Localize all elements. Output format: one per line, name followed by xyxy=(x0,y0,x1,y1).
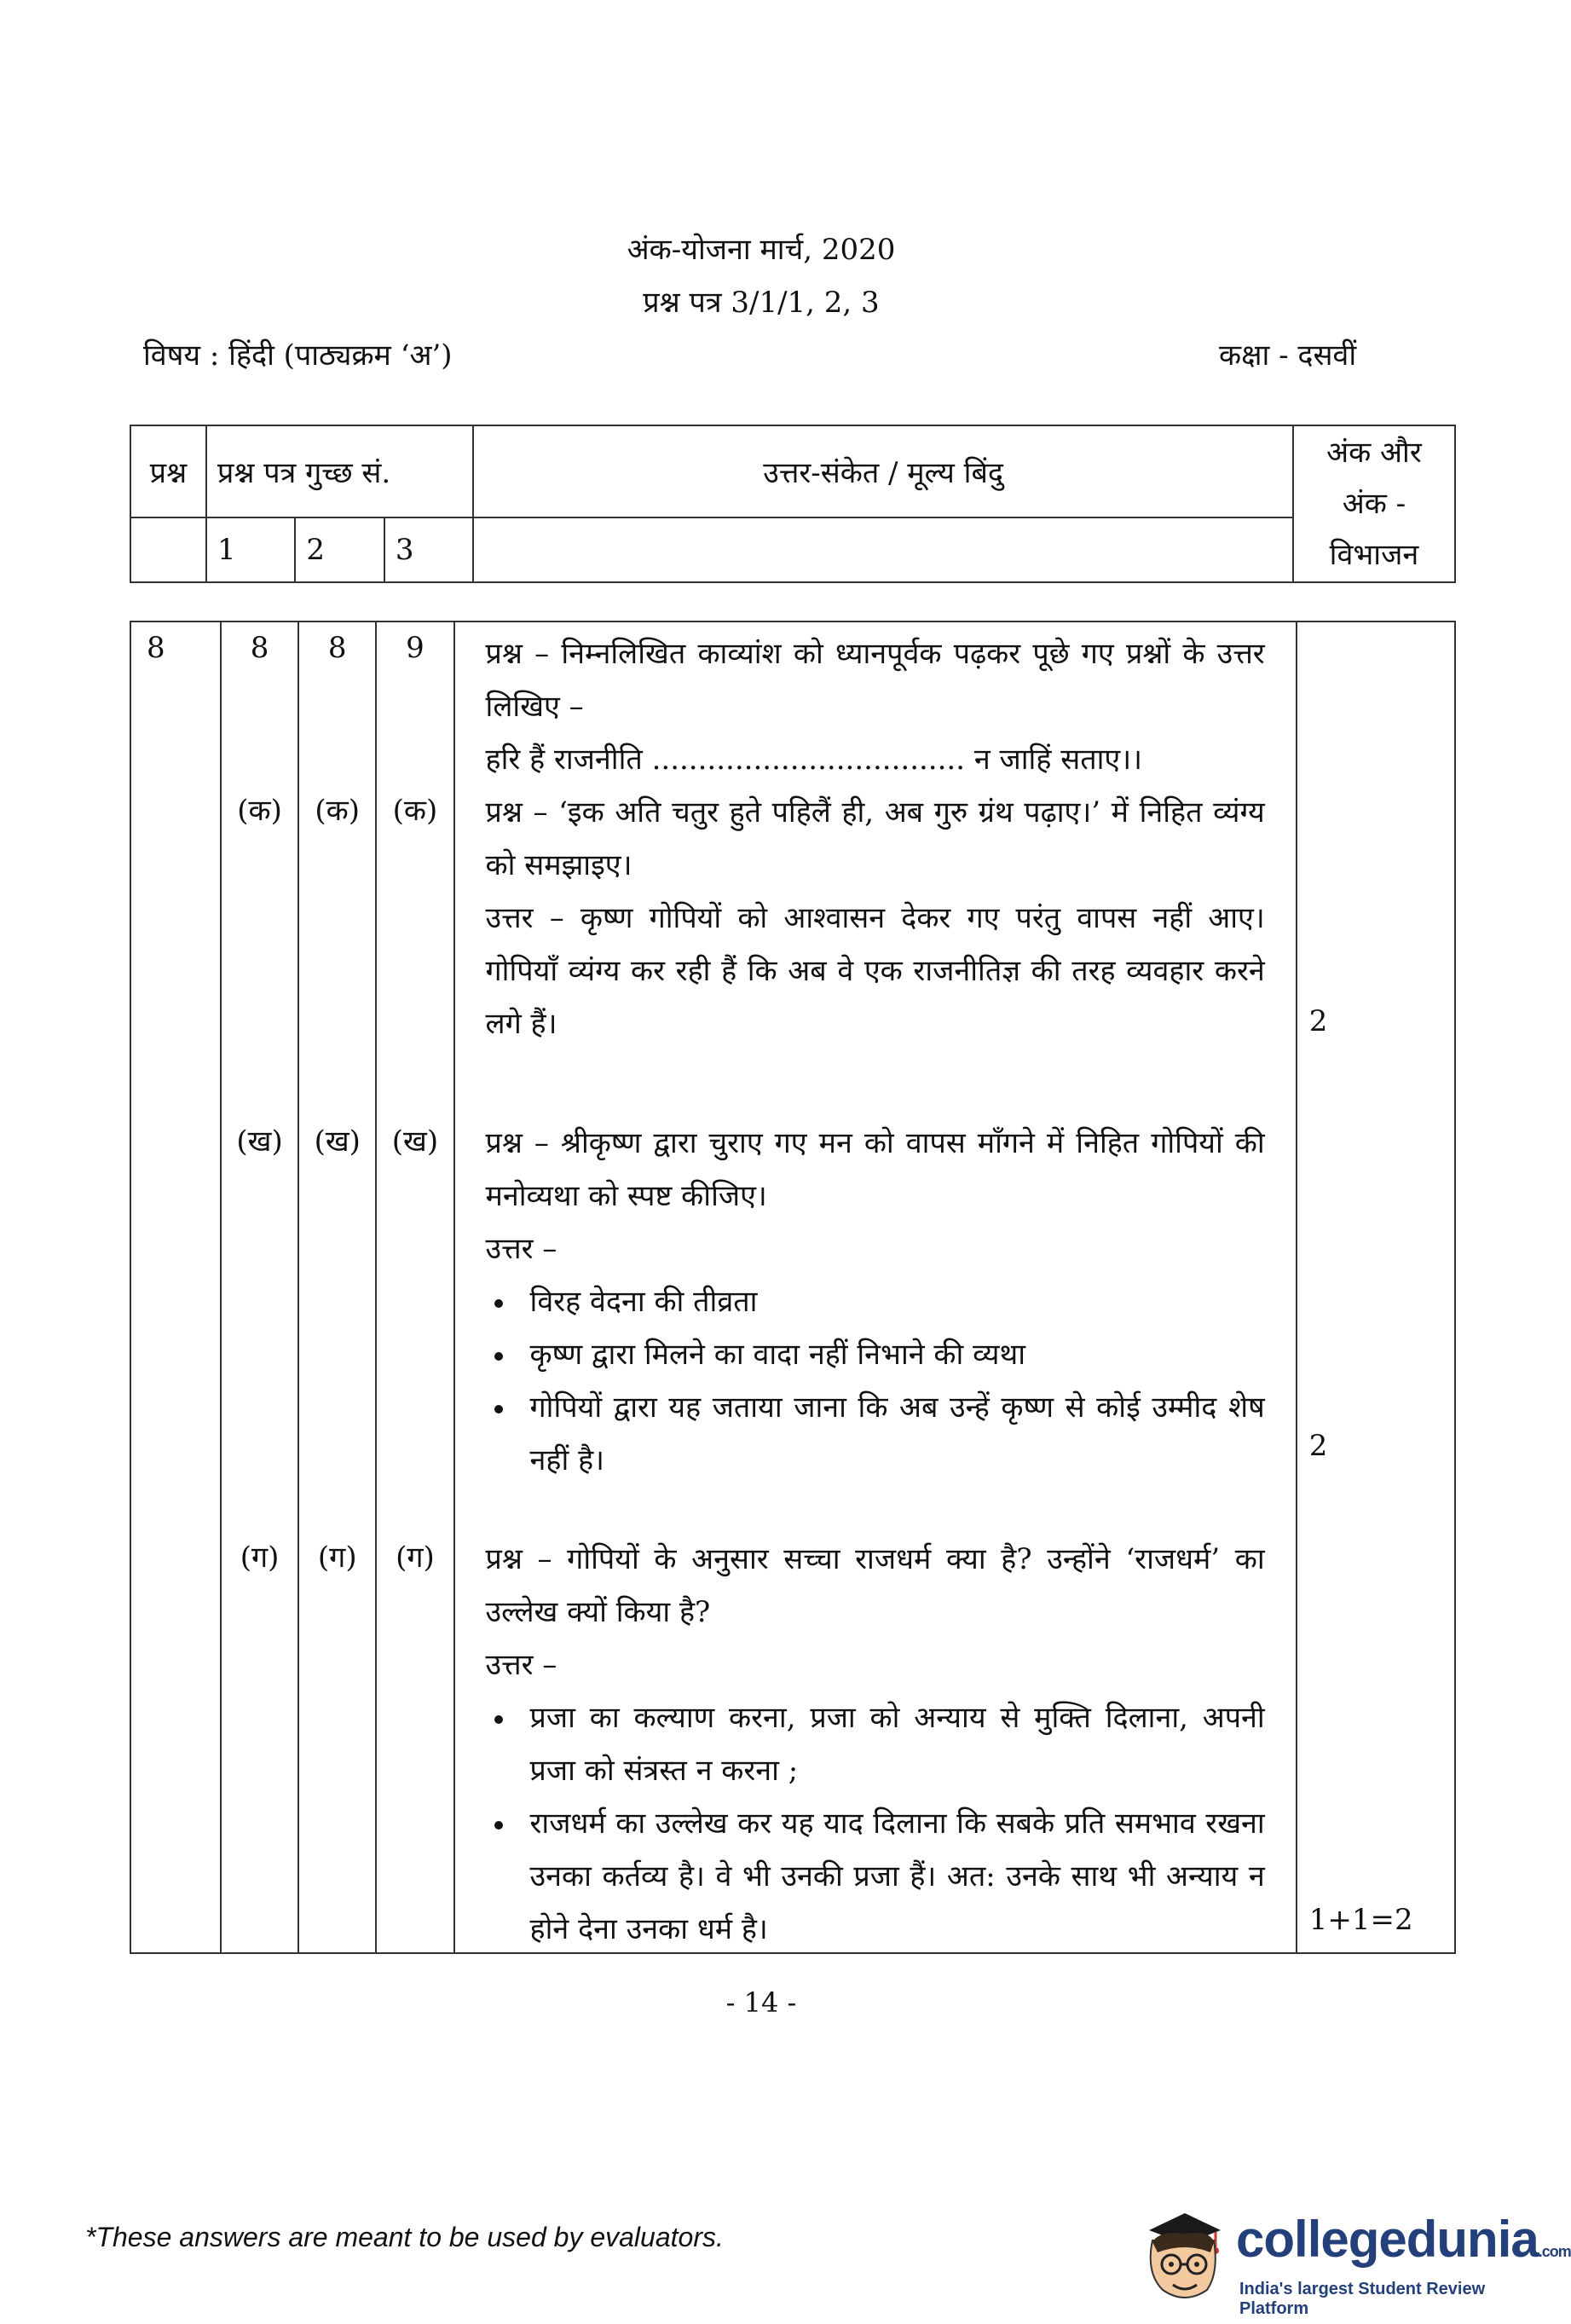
marks-column xyxy=(1297,621,1455,1953)
part-kha-question: प्रश्न – श्रीकृष्ण द्वारा चुराए गए मन को वापस माँगने में निहित गोपियों की मनोव्यथा को स्पष्ट कीजिए। xyxy=(485,1126,1265,1213)
marks-header-line2: अंक - xyxy=(1342,487,1406,521)
header-marks-col xyxy=(1293,425,1455,582)
header-answer-col: उत्तर-संकेत / मूल्य बिंदु xyxy=(473,425,1293,517)
set2-column xyxy=(298,621,376,1953)
brand-suffix: .com xyxy=(1538,2243,1571,2260)
list-item: प्रजा का कल्याण करना, प्रजा को अन्याय से मुक्ति दिलाना, अपनी प्रजा को संत्रस्त न करना ; xyxy=(530,1691,1265,1797)
page-title: अंक-योजना मार्च, 2020 xyxy=(627,233,896,267)
set-2: 2 xyxy=(295,517,384,582)
marks-header-line1: अंक और xyxy=(1326,436,1422,470)
question-number: 8 xyxy=(130,621,221,1953)
answer-column xyxy=(454,621,1297,1953)
part-ka-answer: उत्तर – कृष्ण गोपियों को आश्वासन देकर गए परंतु वापस नहीं आए। गोपियाँ व्यंग्य कर रही हैं कि अब वे एक राजनीतिज्ञ की तरह व्यवहार करने लगे हैं। xyxy=(485,901,1265,1041)
part-ga-question: प्रश्न – गोपियों के अनुसार सच्चा राजधर्म क्या है? उन्होंने ‘राजधर्म’ का उल्लेख क्यों किया है? xyxy=(485,1542,1265,1629)
set-3: 3 xyxy=(384,517,473,582)
brand-tagline: India's largest Student Review Platform xyxy=(1239,2280,1486,2318)
set3-label-kha: (ख) xyxy=(391,1124,439,1159)
part-kha-answer-label: उत्तर – xyxy=(485,1232,557,1266)
set3-label-ka: (क) xyxy=(392,794,438,828)
class-label: कक्षा - दसवीं xyxy=(1219,338,1357,373)
set-1: 1 xyxy=(206,517,295,582)
part-ga-answer-label: उत्तर – xyxy=(485,1648,557,1682)
student-mascot-icon xyxy=(1134,2205,1227,2307)
part-kha-marks: 2 xyxy=(1308,1429,1328,1463)
set1-column xyxy=(221,621,298,1953)
brand-name xyxy=(1236,2210,1571,2269)
set2-qnum: 8 xyxy=(327,631,347,665)
subject-label: विषय : हिंदी (पाठ्यक्रम ‘अ’) xyxy=(143,338,453,373)
evaluator-note: *These answers are meant to be used by evaluators. xyxy=(85,2222,724,2252)
poem-extract: हरि हैं राजनीति .................................. न जाहिं सताए।। xyxy=(485,743,1142,777)
question-intro: प्रश्न – निम्नलिखित काव्यांश को ध्यानपूर्वक पढ़कर पूछे गए प्रश्नों के उत्तर लिखिए – xyxy=(485,637,1265,724)
marks-header-line3: विभाजन xyxy=(1329,538,1419,572)
set1-label-ga: (ग) xyxy=(240,1541,280,1575)
set2-label-ga: (ग) xyxy=(317,1541,357,1575)
brand-text: collegedunia xyxy=(1236,2211,1539,2268)
header-empty-cell xyxy=(473,517,1293,582)
header-empty-cell xyxy=(130,517,206,582)
set1-label-ka: (क) xyxy=(237,794,282,828)
set3-qnum: 9 xyxy=(406,631,425,665)
list-item: गोपियों द्वारा यह जताया जाना कि अब उन्हें कृष्ण से कोई उम्मीद शेष नहीं है। xyxy=(530,1381,1265,1487)
set3-column xyxy=(376,621,453,1953)
set3-label-ga: (ग) xyxy=(396,1541,435,1575)
list-item: कृष्ण द्वारा मिलने का वादा नहीं निभाने की व्यथा xyxy=(530,1328,1265,1381)
answer-table xyxy=(130,621,1456,1954)
set1-qnum: 8 xyxy=(250,631,269,665)
list-item: राजधर्म का उल्लेख कर यह याद दिलाना कि सबके प्रति समभाव रखना उनका कर्तव्य है। वे भी उनकी प्रजा हैं। अत: उनके साथ भी अन्याय न होने देना उनका धर्म है। xyxy=(530,1797,1265,1956)
header-table xyxy=(130,425,1456,583)
set2-label-kha: (ख) xyxy=(314,1124,361,1159)
part-ka-question: प्रश्न – ‘इक अति चतुर हुते पहिलैं ही, अब गुरु ग्रंथ पढ़ाए।’ में निहित व्यंग्य को समझाइए। xyxy=(485,795,1265,882)
part-kha-bullets xyxy=(486,1275,1265,1487)
part-ga-marks: 1+1=2 xyxy=(1308,1903,1413,1937)
set1-label-kha: (ख) xyxy=(236,1124,283,1159)
set2-label-ka: (क) xyxy=(315,794,361,828)
part-ka-marks: 2 xyxy=(1308,1004,1328,1038)
collegedunia-logo[interactable] xyxy=(1134,2201,1571,2318)
header-paper-set-col: प्रश्न पत्र गुच्छ सं. xyxy=(206,425,473,517)
header-question-col: प्रश्न xyxy=(130,425,206,517)
part-ga-bullets xyxy=(486,1691,1265,1956)
page-number: - 14 - xyxy=(725,1986,797,2019)
list-item: विरह वेदना की तीव्रता xyxy=(530,1275,1265,1328)
paper-code: प्रश्न पत्र 3/1/1, 2, 3 xyxy=(643,286,880,320)
